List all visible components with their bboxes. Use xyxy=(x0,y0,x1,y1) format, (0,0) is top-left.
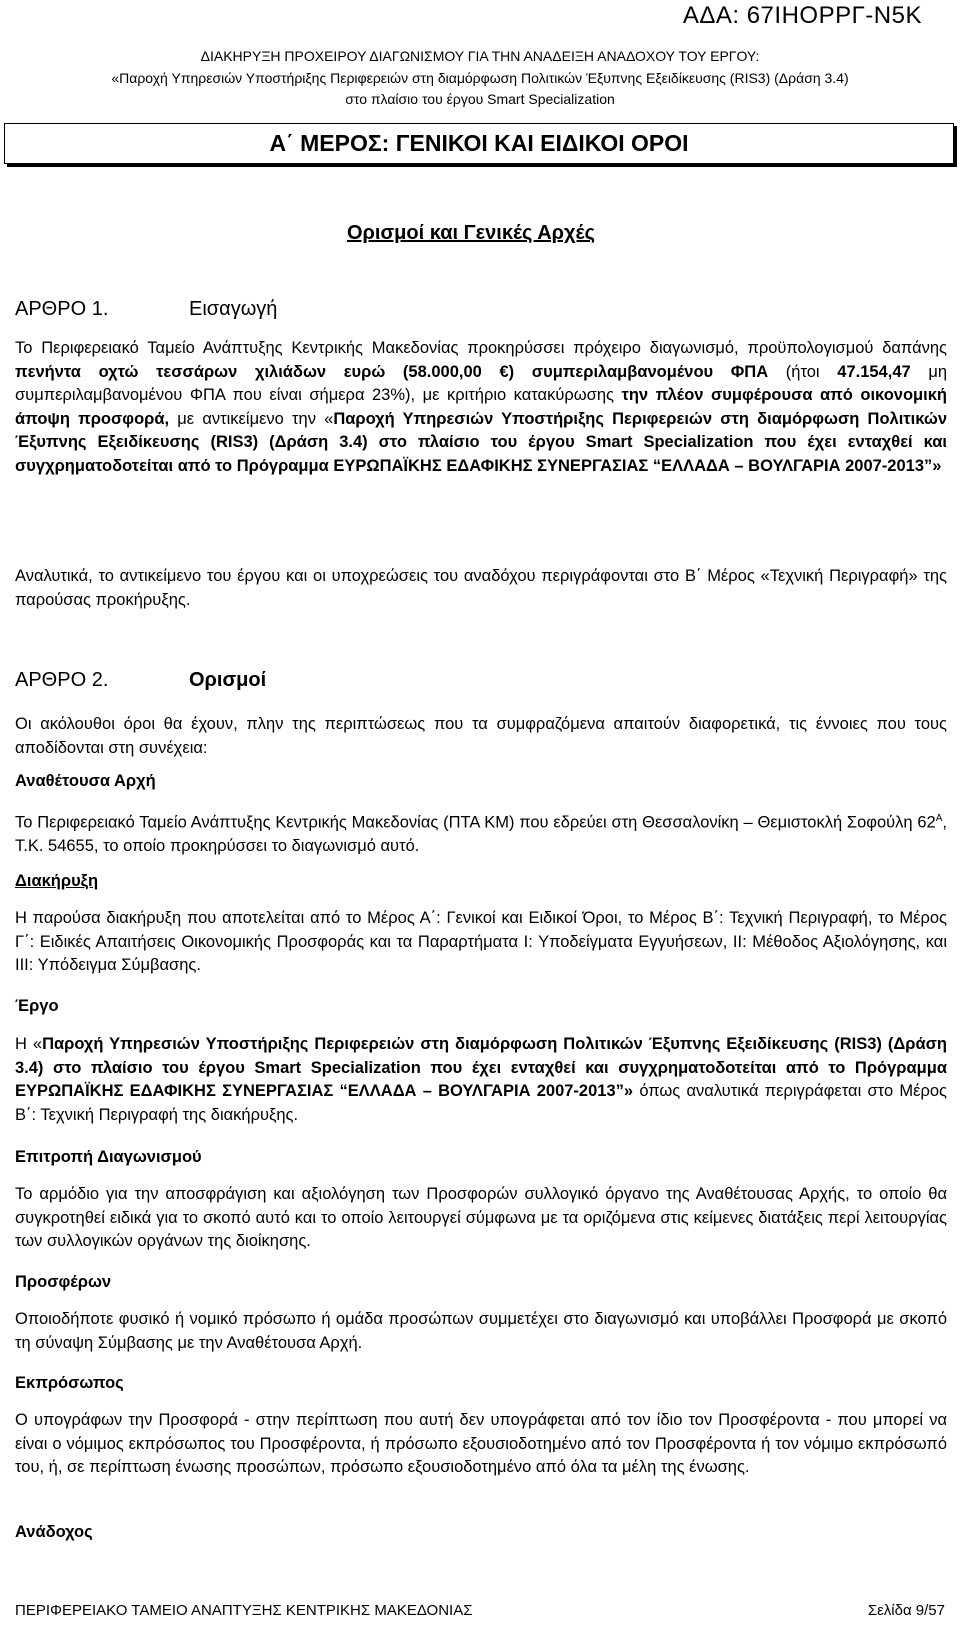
analytic-paragraph: Αναλυτικά, το αντικείμενο του έργου και οι υποχρεώσεις του αναδόχου περιγράφονται στο Β΄ Μέρος «Τεχνική Περιγραφή» της παρούσας προκήρυξης. xyxy=(15,567,947,609)
footer-page-number: Σελίδα 9/57 xyxy=(867,1602,945,1619)
definition-contracting-authority: Το Περιφερειακό Ταμείο Ανάπτυξης Κεντρικής Μακεδονίας (ΠΤΑ ΚΜ) που εδρεύει στη Θεσσαλονίκη – Θεμιστοκλή Σοφούλη $62^A$, Τ.Κ. 54655, το οποίο προκηρύσσει το διαγωνισμό αυτό. xyxy=(15,813,947,855)
article-2-number: ΑΡΘΡΟ 2. xyxy=(15,669,109,691)
definition-bidder: Οποιοδήποτε φυσικό ή νομικό πρόσωπο ή ομάδα προσώπων συμμετέχει στο διαγωνισμό και υποβάλλει Προσφορά με σκοπό τη σύναψη Σύμβασης με την Αναθέτουσα Αρχή. xyxy=(15,1310,947,1352)
section-subtitle: Ορισμοί και Γενικές Αρχές xyxy=(347,222,595,244)
definition-committee: Το αρμόδιο για την αποσφράγιση και αξιολόγηση των Προσφορών συλλογικό όργανο της Αναθέτουσας Αρχής, το οποίο θα συγκροτηθεί ειδικά για το σκοπό αυτό και το οποίο λειτουργεί σύμφωνα με τα οριζόμενα στις κείμενες διατάξεις περί λειτουργίας των συλλογικών οργάνων της διοίκησης. xyxy=(15,1185,947,1250)
term-representative: Εκπρόσωπος xyxy=(15,1374,124,1392)
term-bidder: Προσφέρων xyxy=(15,1273,112,1291)
article-1-heading xyxy=(15,298,277,321)
definition-declaration: Η παρούσα διακήρυξη που αποτελείται από το Μέρος Α΄: Γενικοί και Ειδικοί Όροι, το Μέρος Β΄: Τεχνική Περιγραφή, το Μέρος Γ΄: Ειδικές Απαιτήσεις Οικονομικής Προσφοράς και τα Παραρτήματα Ι: Υποδείγματα Εγγυήσεων, ΙΙ: Μέθοδος Αξιολόγησης, και ΙΙΙ: Υπόδειγμα Σύμβασης. xyxy=(15,909,947,974)
article-2-heading xyxy=(15,669,266,692)
part-banner xyxy=(4,123,954,164)
header-line-2: «Παροχή Υπηρεσιών Υποστήριξης Περιφερειών στη διαμόρφωση Πολιτικών Έξυπνης Εξειδίκευσης (RIS3) (Δράση 3.4) xyxy=(111,70,849,86)
intro-paragraph: Το Περιφερειακό Ταμείο Ανάπτυξης Κεντρικής Μακεδονίας προκηρύσσει πρόχειρο διαγωνισμό, προϋπολογισμού δαπάνης πενήντα οχτώ τεσσάρων χιλιάδων ευρώ (58.000,00 €) συμπεριλαμβανομένου ΦΠΑ (ήτοι 47.154,47 μη συμπεριλαμβανομένου ΦΠΑ που είναι σήμερα 23%), με κριτήριο κατακύρωσης την πλέον συμφέρουσα από οικονομική άποψη προσφορά, με αντικείμενο την «Παροχή Υπηρεσιών Υποστήριξης Περιφερειών στη διαμόρφωση Πολιτικών Έξυπνης Εξειδίκευσης (RIS3) (Δράση 3.4) στο πλαίσιο του έργου Smart Specialization που έχει ενταχθεί και συγχρηματοδοτείται από το Πρόγραμμα ΕΥΡΩΠΑΪΚΗΣ ΕΔΑΦΙΚΗΣ ΣΥΝΕΡΓΑΣΙΑΣ “ΕΛΛΑΔΑ – ΒΟΥΛΓΑΡΙΑ 2007-2013”» xyxy=(15,339,948,475)
ada-code: ΑΔΑ: 67ΙΗΟΡΡΓ-Ν5Κ xyxy=(682,2,922,29)
article-1-number: ΑΡΘΡΟ 1. xyxy=(15,298,109,320)
term-declaration: Διακήρυξη xyxy=(15,872,99,890)
definition-project: Η «Παροχή Υπηρεσιών Υποστήριξης Περιφερειών στη διαμόρφωση Πολιτικών Έξυπνης Εξειδίκευσης (RIS3) (Δράση 3.4) στο πλαίσιο του έργου Smart Specialization που έχει ενταχθεί και συγχρηματοδοτείται από το Πρόγραμμα ΕΥΡΩΠΑΪΚΗΣ ΕΔΑΦΙΚΗΣ ΣΥΝΕΡΓΑΣΙΑΣ “ΕΛΛΑΔΑ – ΒΟΥΛΓΑΡΙΑ 2007-2013”» όπως αναλυτικά περιγράφεται στο Μέρος Β΄: Τεχνική Περιγραφή της διακήρυξης. xyxy=(15,1035,947,1124)
footer-organization: ΠΕΡΙΦΕΡΕΙΑΚΟ ΤΑΜΕΙΟ ΑΝΑΠΤΥΞΗΣ ΚΕΝΤΡΙΚΗΣ ΜΑΚΕΔΟΝΙΑΣ xyxy=(15,1602,473,1619)
term-contracting-authority: Αναθέτουσα Αρχή xyxy=(15,772,156,790)
header-line-1: ΔΙΑΚΗΡΥΞΗ ΠΡΟΧΕΙΡΟΥ ΔΙΑΓΩΝΙΣΜΟΥ ΓΙΑ ΤΗΝ ΑΝΑΔΕΙΞΗ ΑΝΑΔΟΧΟΥ ΤΟΥ ΕΡΓΟΥ: xyxy=(200,48,760,64)
header-line-3: στο πλαίσιο του έργου Smart Specialization xyxy=(345,91,615,107)
term-contractor: Ανάδοχος xyxy=(15,1523,93,1541)
part-banner-title: Α΄ ΜΕΡΟΣ: ΓΕΝΙΚΟΙ ΚΑΙ ΕΙΔΙΚΟΙ ΟΡΟΙ xyxy=(269,130,689,156)
definition-representative: Ο υπογράφων την Προσφορά - στην περίπτωση που αυτή δεν υπογράφεται από τον ίδιο τον Προσφέροντα - που μπορεί να είναι ο νόμιμος εκπρόσωπος του Προσφέροντα, ή πρόσωπο εξουσιοδοτημένο από τον Προσφέροντα ή τον νόμιμο εκπρόσωπό του, ή, σε περίπτωση ένωσης προσώπων, πρόσωπο εξουσιοδοτημένο από όλα τα μέλη της ένωσης. xyxy=(15,1411,947,1476)
article-1-title: Εισαγωγή xyxy=(189,298,278,320)
term-committee: Επιτροπή Διαγωνισμού xyxy=(15,1148,202,1166)
term-project: Έργο xyxy=(15,997,59,1015)
article-2-title: Ορισμοί xyxy=(189,669,267,691)
definitions-intro: Οι ακόλουθοι όροι θα έχουν, πλην της περιπτώσεως που τα συμφραζόμενα απαιτούν διαφορετικά, τις έννοιες που τους αποδίδονται στη συνέχεια: xyxy=(15,715,947,757)
